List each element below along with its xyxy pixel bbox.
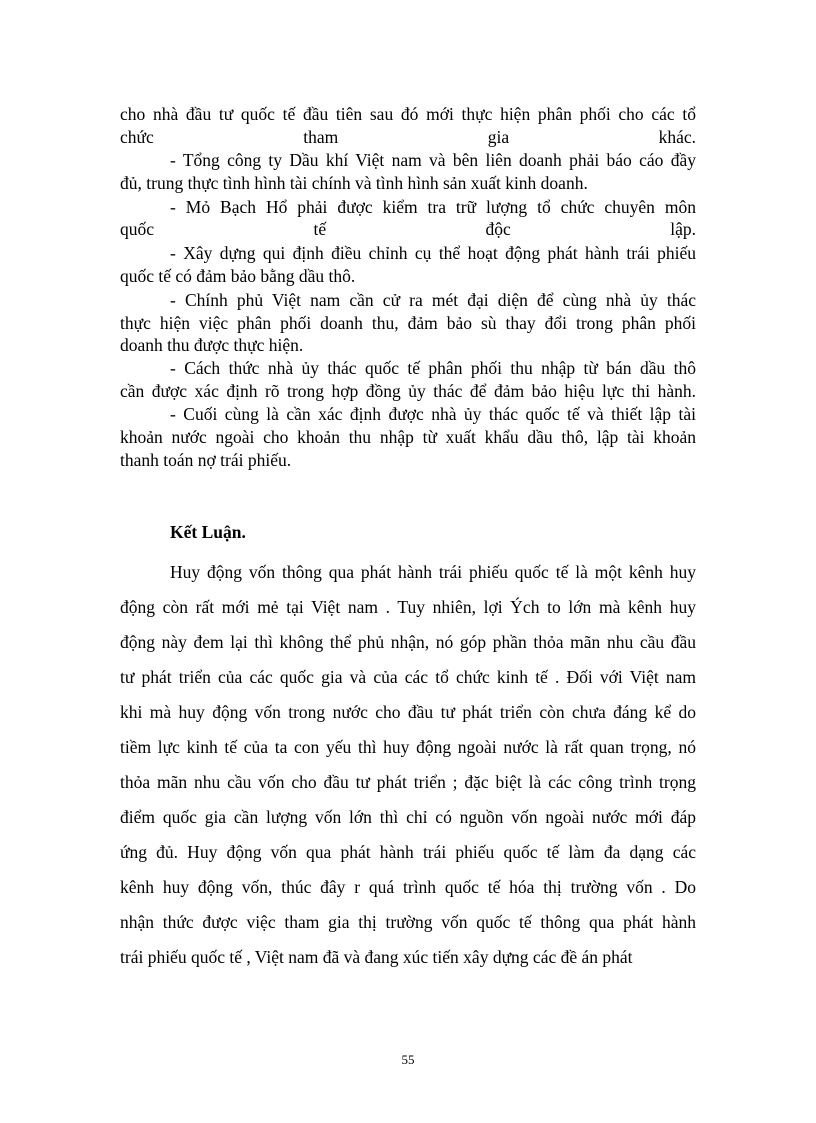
paragraph-line: - Tổng công ty Dầu khí Việt nam và bên liên doanh phải báo cáo đầy (170, 150, 696, 170)
paragraph-line: cho nhà đầu tư quốc tế đầu tiên sau đó mới thực hiện phân phối cho các tổ (120, 104, 696, 124)
paragraph-line: động này đem lại thì không thể phủ nhận, nó góp phần thỏa mãn nhu cầu đầu (120, 632, 696, 652)
paragraph-line: - Chính phủ Việt nam cần cử ra mét đại diện để cùng nhà ủy thác (170, 290, 696, 310)
page-number: 55 (401, 1052, 415, 1067)
paragraph-line: nhận thức được việc tham gia thị trường vốn quốc tế thông qua phát hành (120, 912, 696, 932)
paragraph-line: động còn rất mới mẻ tại Việt nam . Tuy nhiên, lợi Ých to lớn mà kênh huy (120, 597, 696, 617)
paragraph-line: khi mà huy động vốn trong nước cho đầu tư phát triển còn chưa đáng kể do (120, 702, 696, 722)
paragraph-line: tiềm lực kinh tế của ta con yếu thì huy động ngoài nước là rất quan trọng, nó (120, 737, 696, 757)
paragraph-line: thanh toán nợ trái phiếu. (120, 450, 292, 470)
paragraph-line: - Mỏ Bạch Hổ phải được kiểm tra trữ lượng tổ chức chuyên môn (170, 197, 696, 217)
paragraph-line: thỏa mãn nhu cầu vốn cho đầu tư phát triển ; đặc biệt là các công trình trọng (120, 772, 696, 792)
paragraph-line: cần được xác định rõ trong hợp đồng ủy thác để đảm bảo hiệu lực thi hành. (120, 381, 696, 401)
paragraph-line: đủ, trung thực tình hình tài chính và tình hình sản xuất kinh doanh. (120, 173, 588, 193)
paragraph-line: tư phát triển của các quốc gia và của các tổ chức kinh tế . Đối với Việt nam (120, 667, 696, 687)
paragraph-line: điểm quốc gia cần lượng vốn lớn thì chỉ có nguồn vốn ngoài nước mới đáp (120, 807, 696, 827)
paragraph-line: doanh thu được thực hiện. (120, 335, 304, 355)
paragraph-line: Huy động vốn thông qua phát hành trái phiếu quốc tế là một kênh huy (170, 562, 696, 582)
paragraph-line: ứng đủ. Huy động vốn qua phát hành trái phiếu quốc tế làm đa dạng các (120, 842, 696, 862)
paragraph-line: kênh huy động vốn, thúc đây r quá trình quốc tế hóa thị trường vốn . Do (120, 877, 696, 897)
paragraph-line: chức tham gia khác. (120, 127, 696, 147)
paragraph-line: thực hiện việc phân phối doanh thu, đảm bảo sù thay đổi trong phân phối (120, 313, 696, 333)
paragraph-line: - Xây dựng qui định điều chỉnh cụ thể hoạt động phát hành trái phiếu (170, 243, 696, 263)
paragraph-line: - Cuối cùng là cần xác định được nhà ủy thác quốc tế và thiết lập tài (170, 404, 696, 424)
section-heading: Kết Luận. (170, 522, 246, 542)
paragraph-line: quốc tế có đảm bảo bằng dầu thô. (120, 266, 356, 286)
paragraph-line: trái phiếu quốc tế , Việt nam đã và đang xúc tiến xây dựng các đề án phát (120, 947, 633, 967)
paragraph-line: khoản nước ngoài cho khoản thu nhập từ xuất khẩu dầu thô, lập tài khoản (120, 427, 696, 447)
paragraph-line: quốc tế độc lập. (120, 219, 696, 239)
paragraph-line: - Cách thức nhà ủy thác quốc tế phân phối thu nhập từ bán dầu thô (170, 358, 696, 378)
